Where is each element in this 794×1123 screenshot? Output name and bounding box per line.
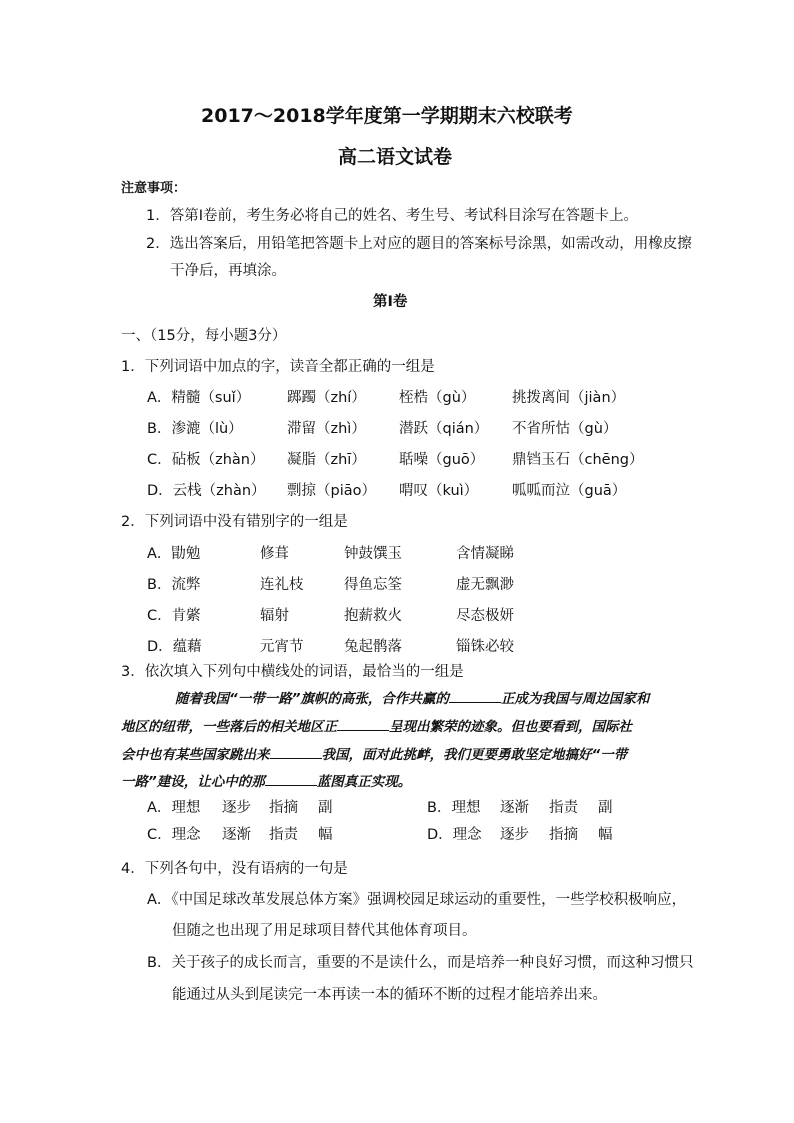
- q2-b-4: 虚无飘渺: [456, 577, 514, 593]
- q3-c-3: 指责: [269, 827, 298, 843]
- q1-a-3: 桎梏（gù）: [399, 390, 476, 406]
- q2-b-3: 得鱼忘筌: [344, 577, 402, 593]
- q3-c-2: 逐渐: [222, 827, 251, 843]
- q2-c-2: 辐射: [260, 608, 289, 624]
- q2-c-1: C．肯綮: [147, 608, 201, 624]
- q2-c-3: 抱薪救火: [344, 608, 402, 624]
- answer-blank-4: [265, 771, 317, 786]
- question-3-stem: 3．依次填入下列句中横线处的词语，最恰当的一组是: [121, 664, 464, 680]
- q2-a-2: 修葺: [260, 546, 289, 562]
- question-4-stem: 4．下列各句中，没有语病的一句是: [121, 861, 348, 877]
- passage-line-3: 会中也有某些国家跳出来 我国，面对此挑衅，我们更要勇敢坚定地搞好“一带: [121, 744, 627, 765]
- q1-c-3: 聒噪（guō）: [399, 452, 485, 468]
- q2-d-1: D．蕴藉: [147, 639, 202, 655]
- q1-d-1: D．云栈（zhàn）: [147, 483, 266, 499]
- q2-d-3: 兔起鹘落: [344, 639, 402, 655]
- q2-b-1: B．流弊: [147, 577, 201, 593]
- q3-b-2: 逐渐: [500, 800, 529, 816]
- q3-b-3: 指责: [549, 800, 578, 816]
- q1-c-2: 凝脂（zhī）: [287, 452, 366, 468]
- q3-d-2: 逐步: [500, 827, 529, 843]
- passage-line-1: 随着我国“一带一路”旗帜的高张，合作共赢的 正成为我国与周边国家和: [175, 688, 649, 709]
- q2-a-4: 含情凝睇: [456, 546, 514, 562]
- q2-a-1: A．勖勉: [147, 546, 201, 562]
- q3-a-4: 副: [318, 800, 333, 816]
- q2-d-4: 锱铢必较: [456, 639, 514, 655]
- notice-label: 注意事项：: [121, 181, 187, 196]
- q4-option-b: B．关于孩子的成长而言，重要的不是读什么，而是培养一种良好习惯，而这种习惯只: [147, 955, 694, 971]
- q2-a-3: 钟鼓馔玉: [344, 546, 402, 562]
- answer-blank-3: [270, 744, 322, 759]
- q1-d-3: 喟叹（kuì）: [399, 483, 479, 499]
- q3-d-4: 幅: [598, 827, 613, 843]
- answer-blank-2: [337, 716, 389, 731]
- q3-b-1: B．理想: [427, 800, 481, 816]
- exam-title: 2017～2018学年度第一学期期末六校联考: [201, 105, 573, 127]
- q1-a-1: A．精髓（suǐ）: [147, 390, 251, 406]
- exam-subtitle: 高二语文试卷: [338, 146, 453, 168]
- notice-item-1: 1．答第Ⅰ卷前，考生务必将自己的姓名、考生号、考试科目涂写在答题卡上。: [146, 208, 638, 224]
- q2-c-4: 尽态极妍: [456, 608, 514, 624]
- q1-c-1: C．砧板（zhàn）: [147, 452, 265, 468]
- answer-blank-1: [449, 688, 501, 703]
- q3-a-2: 逐步: [222, 800, 251, 816]
- section-label: 一、（15分，每小题3分）: [121, 328, 287, 344]
- q3-a-1: A．理想: [147, 800, 201, 816]
- q1-b-3: 潜跃（qián）: [399, 421, 489, 437]
- q3-c-1: C．理念: [147, 827, 201, 843]
- q4-option-a: A．《中国足球改革发展总体方案》强调校园足球运动的重要性，一些学校积极响应，: [147, 892, 687, 908]
- q1-a-4: 挑拨离间（jiàn）: [512, 390, 626, 406]
- q1-d-4: 呱呱而泣（guā）: [512, 483, 627, 499]
- part-label: 第Ⅰ卷: [373, 294, 408, 310]
- passage-line-2: 地区的纽带，一些落后的相关地区正 呈现出繁荣的迹象。但也要看到，国际社: [121, 716, 632, 737]
- q4-option-b-cont: 能通过从头到尾读完一本再读一本的循环不断的过程才能培养出来。: [172, 987, 607, 1003]
- q3-a-3: 指摘: [269, 800, 298, 816]
- notice-item-2: 2．选出答案后，用铅笔把答题卡上对应的题目的答案标号涂黑，如需改动，用橡皮擦: [146, 236, 692, 252]
- question-2-stem: 2．下列词语中没有错别字的一组是: [121, 514, 348, 530]
- q3-c-4: 幅: [318, 827, 333, 843]
- q3-b-4: 副: [598, 800, 613, 816]
- q3-d-1: D．理念: [427, 827, 482, 843]
- q1-b-2: 滞留（zhì）: [287, 421, 366, 437]
- q1-b-1: B．渗漉（lù）: [147, 421, 243, 437]
- question-1-stem: 1．下列词语中加点的字，读音全都正确的一组是: [121, 359, 435, 375]
- q3-d-3: 指摘: [549, 827, 578, 843]
- q2-d-2: 元宵节: [260, 639, 304, 655]
- q1-d-2: 剽掠（piāo）: [287, 483, 376, 499]
- q1-c-4: 鼎铛玉石（chēng）: [512, 452, 644, 468]
- q1-b-4: 不省所怙（gù）: [512, 421, 618, 437]
- q4-option-a-cont: 但随之也出现了用足球项目替代其他体育项目。: [172, 923, 477, 939]
- notice-item-2-cont: 干净后，再填涂。: [170, 263, 286, 279]
- q1-a-2: 踯躅（zhí）: [287, 390, 366, 406]
- passage-line-4: 一路”建设，让心中的那 蓝图真正实现。: [121, 771, 411, 792]
- q2-b-2: 连礼枝: [260, 577, 304, 593]
